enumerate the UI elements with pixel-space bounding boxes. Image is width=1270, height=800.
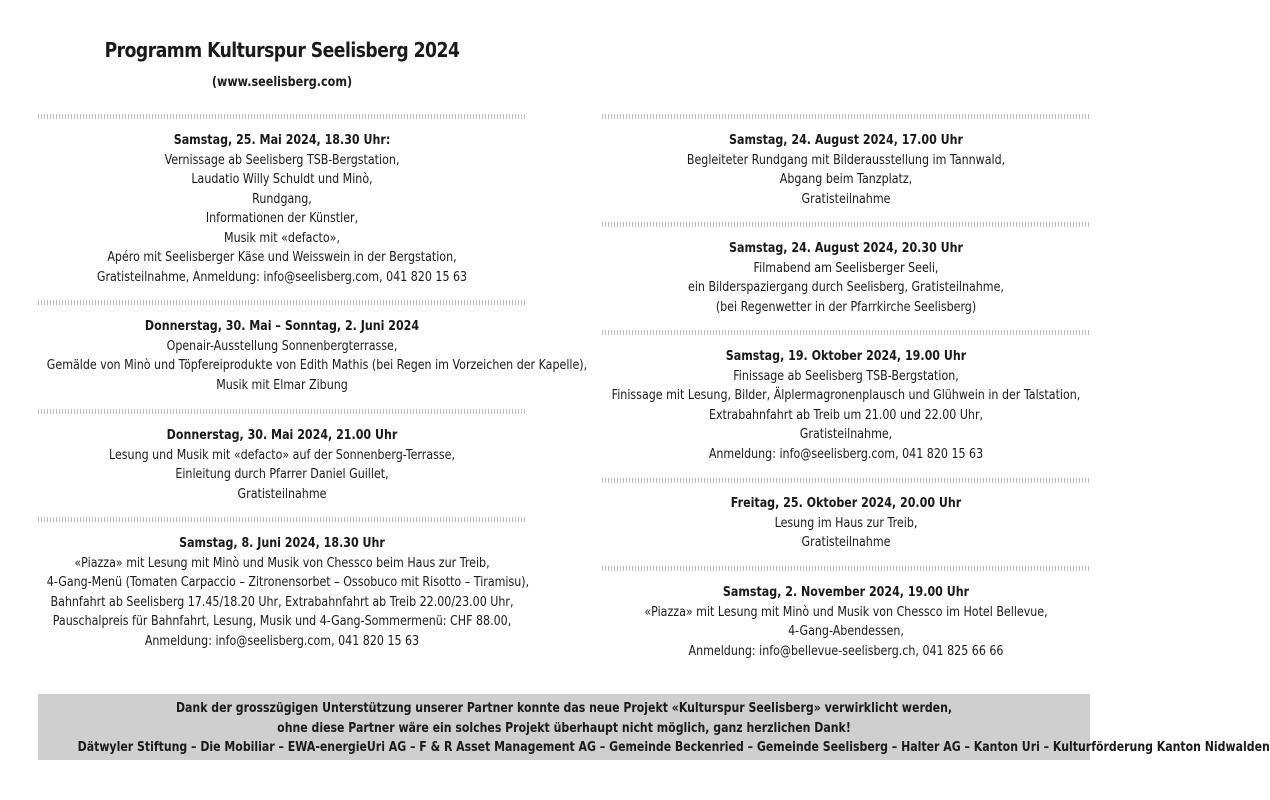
separator	[602, 478, 1090, 483]
event-date: Samstag, 19. Oktober 2024, 19.00 Uhr	[725, 349, 967, 364]
event-line: Gratisteilnahme	[801, 191, 891, 207]
event-line: 4-Gang-Abendessen,	[788, 624, 904, 639]
event-line: Musik mit «defacto»,	[224, 230, 340, 246]
footer-partners: Dätwyler Stiftung – Die Mobiliar – EWA-energieUri AG – F & R Asset Management AG – Gemeinde Beckenried – Gemeinde Seelisberg – Halter AG – Kanton Uri – Kulturförderung Kanton Nidwalden	[77, 740, 1270, 755]
event-line: Anmeldung: info@bellevue-seelisberg.ch, 041 825 66 66	[688, 643, 1004, 659]
event-line: Pauschalpreis für Bahnfahrt, Lesung, Musik und 4-Gang-Sommermenü: CHF 88.00,	[52, 614, 512, 629]
event-block	[611, 131, 1081, 209]
event-line: «Piazza» mit Lesung mit Minò und Musik von Chessco im Hotel Bellevue,	[644, 604, 1048, 620]
event-line: «Piazza» mit Lesung mit Minò und Musik von Chessco beim Haus zur Treib,	[74, 555, 490, 571]
footer-thanks-line1: Dank der grosszügigen Unterstützung unserer Partner konnte das neue Projekt «Kulturspur Seelisberg» verwirklicht werden,	[175, 701, 953, 716]
event-date: Samstag, 24. August 2024, 20.30 Uhr	[729, 241, 963, 256]
event-date: Samstag, 24. August 2024, 17.00 Uhr	[729, 133, 963, 148]
separator	[602, 566, 1090, 571]
event-date: Samstag, 8. Juni 2024, 18.30 Uhr	[179, 536, 385, 551]
event-line: Gratisteilnahme	[237, 486, 327, 502]
event-date: Donnerstag, 30. Mai 2024, 21.00 Uhr	[166, 428, 398, 443]
event-block	[611, 494, 1081, 553]
event-block	[46, 317, 588, 395]
separator	[38, 300, 526, 305]
event-line: Abgang beim Tanzplatz,	[779, 172, 913, 187]
event-line: Extrabahnfahrt ab Treib um 21.00 und 22.00 Uhr,	[708, 407, 984, 423]
separator	[38, 409, 526, 414]
event-line: Finissage ab Seelisberg TSB-Bergstation,	[733, 368, 959, 384]
page-title: Programm Kulturspur Seelisberg 2024	[104, 38, 460, 62]
event-line: Einleitung durch Pfarrer Daniel Guillet,	[175, 467, 389, 482]
sponsor-footer	[38, 694, 1270, 760]
separator	[38, 114, 526, 119]
event-line: Gratisteilnahme	[801, 535, 891, 550]
event-line: (bei Regenwetter in der Pfarrkirche Seelisberg)	[715, 299, 977, 315]
event-block	[46, 534, 530, 651]
event-line: Filmabend am Seelisberger Seeli,	[753, 260, 939, 276]
event-block	[611, 347, 1081, 464]
event-line: Gratisteilnahme,	[799, 427, 893, 442]
event-block	[611, 583, 1081, 661]
event-line: Finissage mit Lesung, Bilder, Älplermagronenplausch und Glühwein in der Talstation,	[611, 388, 1081, 403]
website-link[interactable]: (www.seelisberg.com)	[211, 75, 353, 90]
event-line: Begleiteter Rundgang mit Bilderausstellung im Tannwald,	[686, 152, 1006, 168]
event-date: Donnerstag, 30. Mai – Sonntag, 2. Juni 2024	[144, 319, 420, 334]
footer-thanks-line2: ohne diese Partner wäre ein solches Projekt überhaupt nicht möglich, ganz herzlichen Dank!	[277, 721, 851, 736]
separator	[602, 114, 1090, 119]
event-line: Gratisteilnahme, Anmeldung: info@seelisberg.com, 041 820 15 63	[96, 269, 468, 285]
event-line: Laudatio Willy Schuldt und Minò,	[191, 172, 373, 187]
event-block	[611, 239, 1081, 317]
separator	[602, 222, 1090, 227]
separator	[38, 517, 526, 522]
event-line: Openair-Ausstellung Sonnenbergterrasse,	[166, 338, 398, 354]
event-block	[47, 131, 517, 287]
event-line: Gemälde von Minò und Töpfereiprodukte von Edith Mathis (bei Regen im Vorzeichen der Kapelle),	[46, 358, 588, 373]
event-date: Freitag, 25. Oktober 2024, 20.00 Uhr	[730, 496, 962, 511]
event-line: ein Bilderspaziergang durch Seelisberg, Gratisteilnahme,	[688, 280, 1004, 295]
event-line: Vernissage ab Seelisberg TSB-Bergstation,	[164, 152, 400, 168]
event-line: Musik mit Elmar Zibung	[216, 377, 348, 393]
separator	[602, 330, 1090, 335]
event-line: Bahnfahrt ab Seelisberg 17.45/18.20 Uhr, Extrabahnfahrt ab Treib 22.00/23.00 Uhr,	[50, 594, 514, 610]
event-line: Anmeldung: info@seelisberg.com, 041 820 15 63	[708, 446, 984, 462]
event-line: Anmeldung: info@seelisberg.com, 041 820 15 63	[144, 633, 420, 649]
event-line: Apéro mit Seelisberger Käse und Weisswein in der Bergstation,	[107, 250, 457, 265]
event-date: Samstag, 2. November 2024, 19.00 Uhr	[722, 585, 970, 600]
event-block	[47, 426, 517, 504]
event-line: Lesung im Haus zur Treib,	[774, 515, 918, 531]
event-line: Lesung und Musik mit «defacto» auf der Sonnenberg-Terrasse,	[108, 447, 456, 463]
event-date: Samstag, 25. Mai 2024, 18.30 Uhr:	[173, 133, 391, 148]
event-line: Rundgang,	[252, 191, 312, 207]
event-line: Informationen der Künstler,	[205, 211, 359, 226]
event-line: 4-Gang-Menü (Tomaten Carpaccio – Zitronensorbet – Ossobuco mit Risotto – Tiramisu),	[46, 575, 530, 590]
